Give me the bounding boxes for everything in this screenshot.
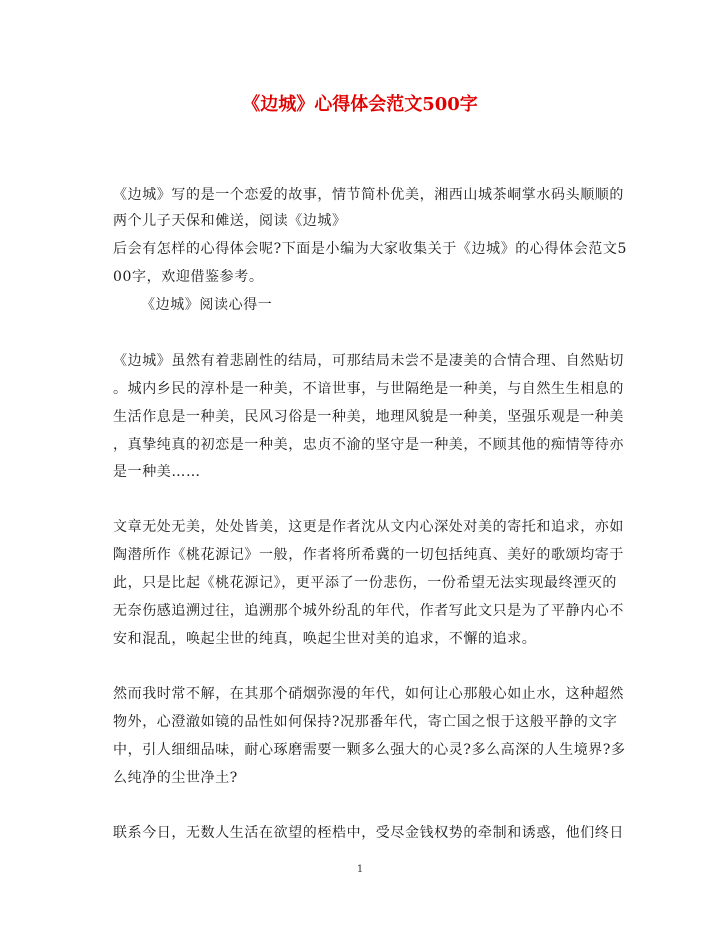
paragraph-line: 文章无处无美，处处皆美，这更是作者沈从文内心深处对美的寄托和追求，亦如: [113, 519, 624, 535]
paragraph-line: 中，引人细细品味，耐心琢磨需要一颗多么强大的心灵?多么高深的人生境界?多: [113, 742, 626, 758]
paragraph-line: 此，只是比起《桃花源记》，更平添了一份悲伤，一份希望无法实现最终湮灭的: [113, 575, 617, 591]
paragraph-line: 两个儿子天保和傩送，阅读《边城》: [113, 213, 347, 229]
paragraph-line: 生活作息是一种美，民风习俗是一种美，地理风貌是一种美，坚强乐观是一种美: [113, 409, 624, 425]
paragraph-line: 物外，心澄澈如镜的品性如何保持?况那番年代，寄亡国之恨于这般平静的文字: [113, 714, 618, 730]
paragraph-line: ，真挚纯真的初恋是一种美，忠贞不渝的坚守是一种美，不顾其他的痴情等待亦: [113, 437, 624, 453]
document-title: 《边城》心得体会范文500字: [242, 94, 478, 115]
paragraph-line: 安和混乱，唤起尘世的纯真，唤起尘世对美的追求，不懈的追求。: [113, 631, 537, 647]
paragraph-line: 00字，欢迎借鉴参考。: [113, 269, 264, 285]
paragraph-line: 。城内乡民的淳朴是一种美，不谙世事，与世隔绝是一种美，与自然生生相息的: [113, 381, 624, 397]
paragraph-line: 陶潜所作《桃花源记》一般，作者将所希冀的一切包括纯真、美好的歌颂均寄于: [113, 547, 624, 563]
page-number: 1: [356, 864, 364, 875]
paragraph-line: 联系今日，无数人生活在欲望的桎梏中，受尽金钱权势的牵制和诱惑，他们终日: [113, 825, 624, 841]
paragraph-line: 《边城》虽然有着悲剧性的结局，可那结局未尝不是凄美的合情合理、自然贴切: [113, 353, 624, 369]
paragraph-line: 无奈伤感追溯过往，追溯那个城外纷乱的年代，作者写此文只是为了平静内心不: [113, 603, 624, 619]
paragraph-line: 么纯净的尘世净土?: [113, 770, 238, 786]
paragraph-line: 《边城》写的是一个恋爱的故事，情节简朴优美，湘西山城茶峒掌水码头顺顺的: [113, 187, 624, 203]
section-heading: 《边城》阅读心得一: [141, 297, 273, 313]
paragraph-line: 后会有怎样的心得体会呢?下面是小编为大家收集关于《边城》的心得体会范文5: [113, 241, 628, 257]
paragraph-line: 是一种美……: [113, 464, 201, 480]
paragraph-line: 然而我时常不解，在其那个硝烟弥漫的年代，如何让心那般心如止水，这种超然: [113, 686, 624, 702]
